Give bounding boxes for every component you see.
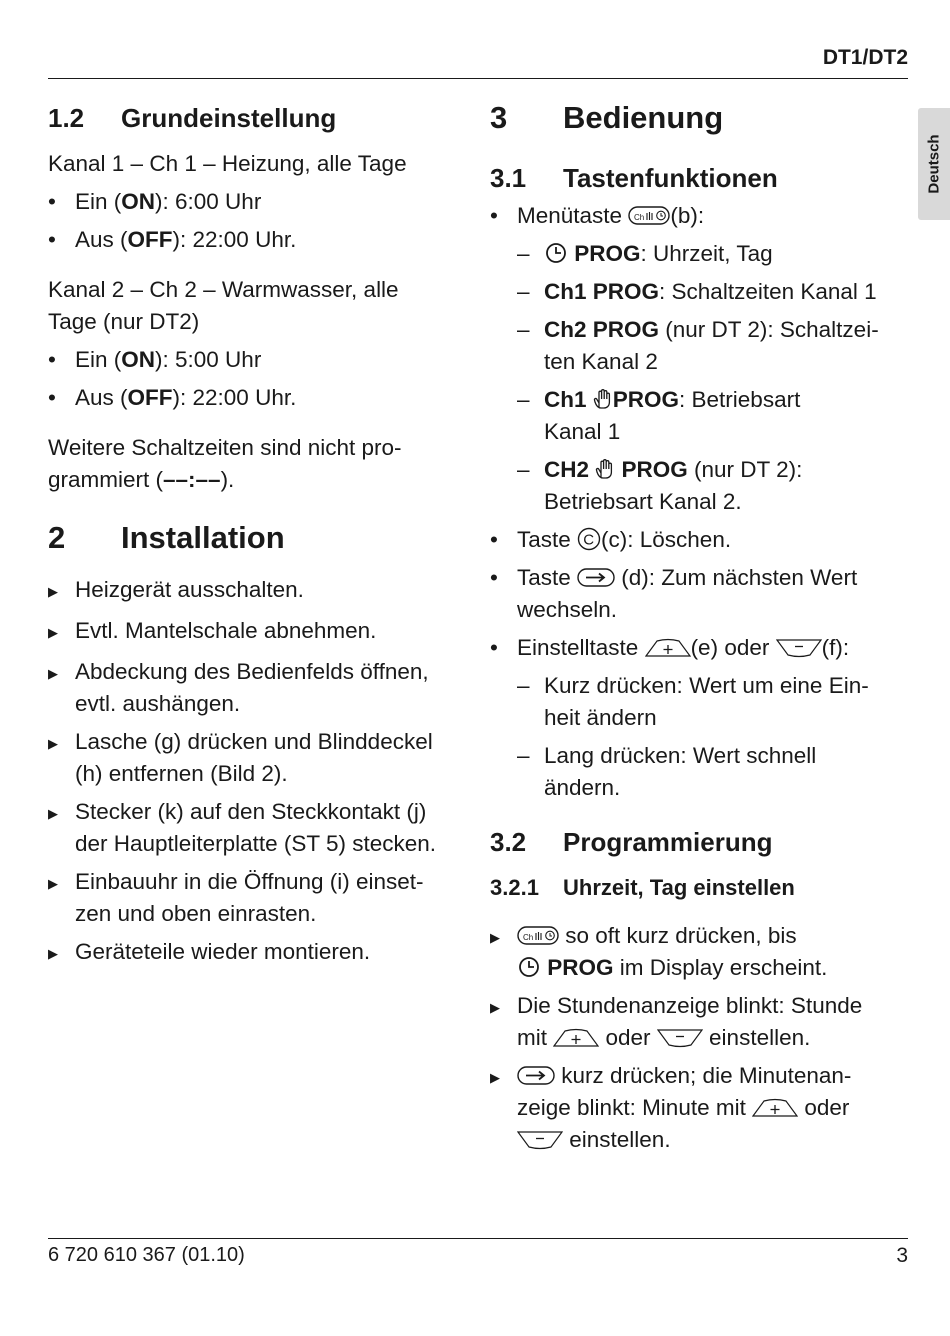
list-item-einstell: • Einstelltaste (e) oder (f): xyxy=(490,632,910,664)
step-item xyxy=(48,726,468,790)
sub-item: – Ch1 PROG: Betriebsart Kanal 1 xyxy=(517,387,801,444)
plus-key-icon xyxy=(645,637,691,659)
clock-icon xyxy=(544,241,568,265)
hand-icon xyxy=(593,387,613,411)
language-tab[interactable] xyxy=(918,108,950,220)
sub-item: – Ch2 PROG (nur DT 2): Schaltzei- ten Kanal 2 xyxy=(517,317,879,374)
sub-item: – Kurz drücken: Wert um eine Ein- heit ändern xyxy=(517,673,869,730)
step-arrow-icon: ▶ xyxy=(48,625,58,640)
section-3-heading: 3 Bedienung xyxy=(490,100,724,135)
step-text: Heizgerät ausschalten. xyxy=(75,577,304,602)
section-3-2-1-heading: 3.2.1 Uhrzeit, Tag einstellen xyxy=(490,875,795,900)
bullet: • xyxy=(490,635,498,660)
bullet: • xyxy=(48,347,56,372)
step-item xyxy=(48,866,468,930)
clear-key-icon xyxy=(577,527,601,551)
sub-item: – Lang drücken: Wert schnell ändern. xyxy=(517,743,817,800)
bullet: • xyxy=(48,227,56,252)
step-text: Lasche (g) drücken und Blinddeckel (h) entfernen (Bild 2). xyxy=(75,729,433,786)
sub-item: – CH2 PROG (nur DT 2): Betriebsart Kanal 2. xyxy=(517,457,803,514)
clock-icon xyxy=(517,955,541,979)
sub-item: – PROG: Uhrzeit, Tag xyxy=(517,241,773,266)
bullet: • xyxy=(490,527,498,552)
list-item-menu: • Menütaste Ch (b): xyxy=(490,200,910,232)
right-column xyxy=(490,96,910,1156)
menu-key-icon xyxy=(517,925,559,947)
section-1-2-heading: 1.2 Grundeinstellung xyxy=(48,103,337,133)
language-tab-label: Deutsch xyxy=(925,134,943,194)
step-arrow-icon: ▶ xyxy=(48,584,58,599)
step-item xyxy=(48,656,468,720)
bullet: • xyxy=(490,203,498,228)
next-key-icon xyxy=(577,567,615,589)
footer-rule xyxy=(48,1238,908,1239)
document-number: 6 720 610 367 (01.10) xyxy=(48,1244,245,1266)
svg-text:Ch: Ch xyxy=(523,933,534,942)
plus-key-icon xyxy=(553,1027,599,1049)
header-title: DT1/DT2 xyxy=(822,46,908,69)
sub-item: – Ch1 PROG: Schaltzeiten Kanal 1 xyxy=(517,279,877,304)
svg-text:C: C xyxy=(583,531,595,549)
section-3-1-heading: 3.1 Tastenfunktionen xyxy=(490,163,778,193)
step-text: Einbauuhr in die Öffnung (i) einset- zen und oben einrasten. xyxy=(75,869,424,926)
step-text: Evtl. Mantelschale abnehmen. xyxy=(75,618,377,643)
list-item-taste-d: • Taste (d): Zum nächsten Wert wechseln. xyxy=(490,562,910,626)
page-number: 3 xyxy=(896,1244,908,1267)
list-item-taste-c: • Taste C (c): Löschen. xyxy=(490,524,910,556)
minus-key-icon xyxy=(776,637,822,659)
minus-key-icon xyxy=(517,1129,563,1151)
section-2-heading: 2 Installation xyxy=(48,520,285,555)
installation-steps xyxy=(48,574,468,971)
step-item: ▶ kurz drücken; die Minutenan- zeige blinkt: Minute mit oder einstellen. xyxy=(490,1063,852,1152)
step-arrow-icon: ▶ xyxy=(48,666,58,681)
menu-key-icon xyxy=(628,205,670,227)
list-item: • Ein (ON): 6:00 Uhr xyxy=(48,186,468,218)
next-key-icon xyxy=(517,1065,555,1087)
step-item: ▶ Die Stundenanzeige blinkt: Stunde mit oder einstellen. xyxy=(490,993,863,1050)
list-item: • Ein (ON): 5:00 Uhr xyxy=(48,344,468,376)
step-arrow-icon: ▶ xyxy=(48,736,58,751)
step-text: Stecker (k) auf den Steckkontakt (j) der Hauptleiterplatte (ST 5) stecken. xyxy=(75,799,437,856)
svg-text:Ch: Ch xyxy=(634,213,645,222)
step-arrow-icon: ▶ xyxy=(490,1070,500,1085)
step-text: Geräteteile wieder montieren. xyxy=(75,939,371,964)
left-column xyxy=(48,96,468,971)
header-rule xyxy=(48,78,908,79)
list-item: • Aus (OFF): 22:00 Uhr. xyxy=(48,382,468,414)
step-item xyxy=(48,936,468,971)
hand-icon xyxy=(595,457,615,481)
step-item xyxy=(48,615,468,650)
step-arrow-icon: ▶ xyxy=(490,1000,500,1015)
step-item: ▶ Ch so oft kurz drücken, bis PROG im Display erscheint. xyxy=(490,923,828,980)
section-3-2-heading: 3.2 Programmierung xyxy=(490,827,773,857)
step-arrow-icon: ▶ xyxy=(48,806,58,821)
kanal1-text: Kanal 1 – Ch 1 – Heizung, alle Tage xyxy=(48,151,407,176)
bullet: • xyxy=(48,385,56,410)
step-text: Abdeckung des Bedienfelds öffnen, evtl. aushängen. xyxy=(75,659,429,716)
step-arrow-icon: ▶ xyxy=(490,930,500,945)
bullet: • xyxy=(48,189,56,214)
kanal2-text: Kanal 2 – Ch 2 – Warmwasser, alle Tage (nur DT2) xyxy=(48,277,399,334)
step-item xyxy=(48,796,468,860)
minus-key-icon xyxy=(657,1027,703,1049)
weitere-text: Weitere Schaltzeiten sind nicht pro- grammiert (––:––). xyxy=(48,435,402,492)
step-arrow-icon: ▶ xyxy=(48,946,58,961)
bullet: • xyxy=(490,565,498,590)
step-item xyxy=(48,574,468,609)
list-item: • Aus (OFF): 22:00 Uhr. xyxy=(48,224,468,256)
step-arrow-icon: ▶ xyxy=(48,876,58,891)
plus-key-icon xyxy=(752,1097,798,1119)
